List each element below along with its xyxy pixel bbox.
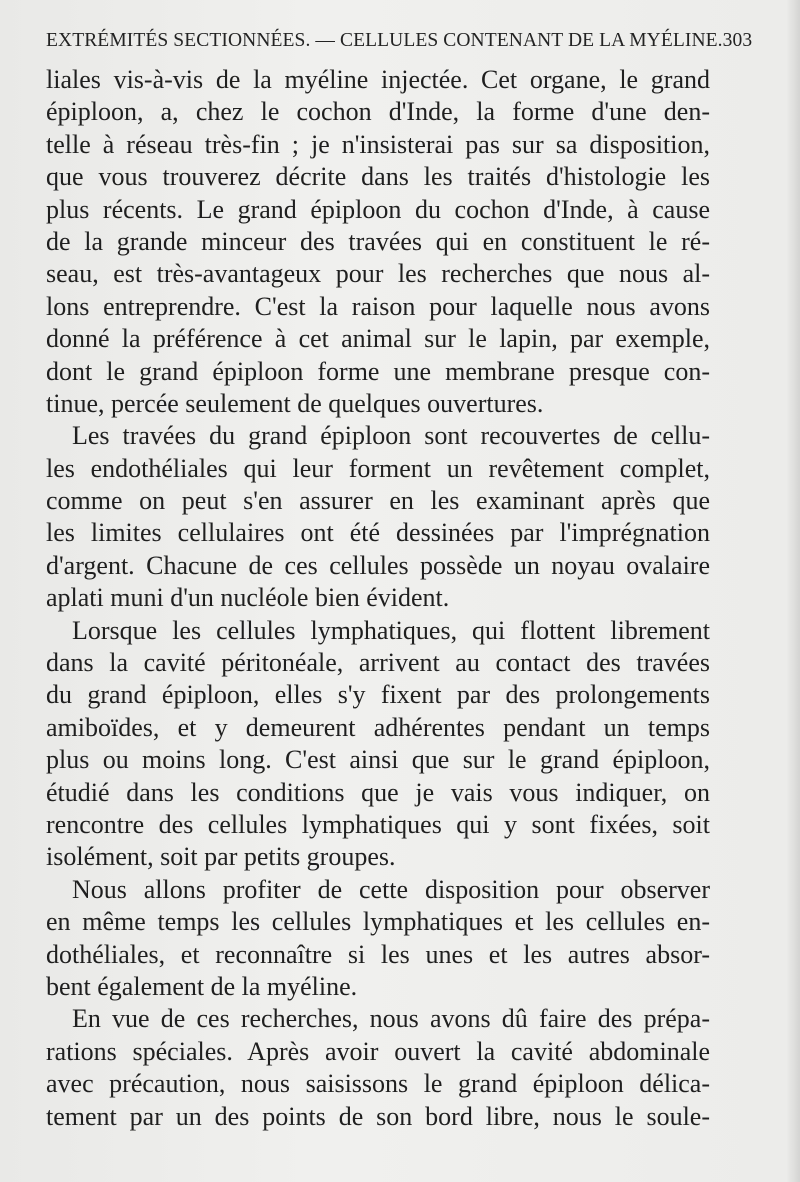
- text-line: lons entreprendre. C'est la raison pour laquelle nous avons: [46, 291, 710, 321]
- text-line: d'argent. Chacune de ces cellules possède un noyau ovalaire: [46, 550, 710, 580]
- text-line: isolément, soit par petits groupes.: [46, 842, 396, 872]
- page-number: 303: [722, 30, 753, 51]
- text-line: épiploon, a, chez le cochon d'Inde, la forme d'une den-: [46, 97, 710, 127]
- text-line: plus ou moins long. C'est ainsi que sur le grand épiploon,: [46, 745, 710, 775]
- text-line: les limites cellulaires ont été dessinées par l'imprégnation: [46, 518, 710, 548]
- text-line: amiboïdes, et y demeurent adhérentes pendant un temps: [46, 712, 710, 742]
- text-line: étudié dans les conditions que je vais vous indiquer, on: [46, 777, 710, 807]
- paragraph: [46, 420, 710, 614]
- text-line: En vue de ces recherches, nous avons dû faire des prépa-: [72, 1004, 710, 1034]
- text-line: liales vis-à-vis de la myéline injectée. Cet organe, le grand: [46, 65, 710, 94]
- paragraph: [46, 64, 710, 420]
- text-line: aplati muni d'un nucléole bien évident.: [46, 583, 450, 613]
- text-line: telle à réseau très-fin ; je n'insisterai pas sur sa disposition,: [46, 129, 710, 159]
- text-line: comme on peut s'en assurer en les examinant après que: [46, 486, 710, 516]
- text-line: dont le grand épiploon forme une membrane presque con-: [46, 356, 710, 386]
- text-line: dans la cavité péritonéale, arrivent au contact des travées: [46, 648, 710, 678]
- text-line: les endothéliales qui leur forment un revêtement complet,: [46, 453, 710, 483]
- paragraph: [46, 874, 710, 1004]
- text-line: Nous allons profiter de cette disposition pour observer: [72, 874, 710, 904]
- text-line: avec précaution, nous saisissons le grand épiploon délica-: [46, 1069, 710, 1099]
- text-line: bent également de la myéline.: [46, 971, 358, 1001]
- text-line: que vous trouverez décrite dans les traités d'histologie les: [46, 162, 710, 192]
- text-line: tinue, percée seulement de quelques ouvertures.: [46, 388, 544, 418]
- text-line: en même temps les cellules lymphatiques et les cellules en-: [46, 907, 710, 937]
- paragraph: [46, 1003, 710, 1133]
- text-line: Les travées du grand épiploon sont recouvertes de cellu-: [72, 421, 710, 451]
- text-line: du grand épiploon, elles s'y fixent par des prolongements: [46, 680, 710, 710]
- text-line: tement par un des points de son bord libre, nous le soule-: [46, 1101, 710, 1131]
- text-line: de la grande minceur des travées qui en constituent le ré-: [46, 226, 710, 256]
- page-edge-shadow: [786, 0, 800, 1182]
- text-line: donné la préférence à cet animal sur le lapin, par exemple,: [46, 324, 710, 354]
- text-line: Lorsque les cellules lymphatiques, qui flottent librement: [72, 615, 710, 645]
- text-line: seau, est très-avantageux pour les recherches que nous al-: [46, 259, 710, 289]
- running-head: [46, 30, 753, 52]
- text-line: rations spéciales. Après avoir ouvert la cavité abdominale: [46, 1036, 710, 1066]
- running-head-title: EXTRÉMITÉS SECTIONNÉES. — CELLULES CONTENANT DE LA MYÉLINE.: [46, 30, 723, 51]
- body-text: [46, 64, 710, 1133]
- text-line: dothéliales, et reconnaître si les unes et les autres absor-: [46, 939, 710, 969]
- text-line: rencontre des cellules lymphatiques qui y sont fixées, soit: [46, 809, 710, 839]
- paragraph: [46, 615, 710, 874]
- text-line: plus récents. Le grand épiploon du cochon d'Inde, à cause: [46, 194, 710, 224]
